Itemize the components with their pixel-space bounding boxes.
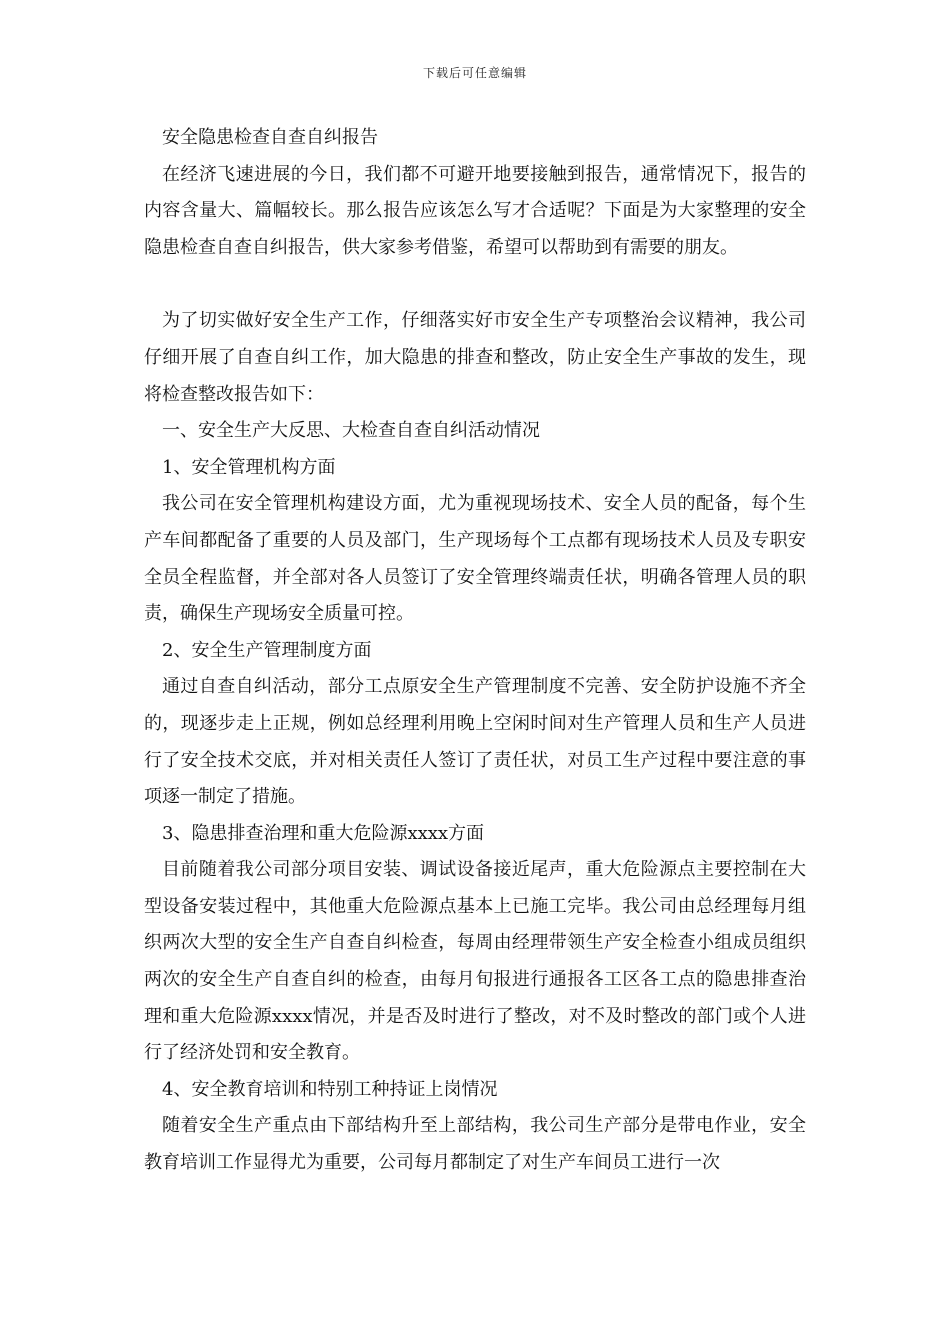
- subsection-heading-1: 1、安全管理机构方面: [162, 456, 336, 478]
- intro-paragraph: 在经济飞速进展的今日，我们都不可避开地要接触到报告，通常情况下，报告的内容含量大、篇幅较长。那么报告应该怎么写才合适呢？下面是为大家整理的安全隐患检查自查自纠报告，供大家参考借鉴，希望可以帮助到有需要的朋友。: [144, 163, 806, 258]
- blank-line: [144, 266, 806, 303]
- subsection-body-2: 通过自查自纠活动，部分工点原安全生产管理制度不完善、安全防护设施不齐全的，现逐步走上正规，例如总经理利用晚上空闲时间对生产管理人员和生产人员进行了安全技术交底，并对相关责任人签订了责任状，对员工生产过程中要注意的事项逐一制定了措施。: [144, 676, 806, 808]
- document-body: [144, 120, 806, 1182]
- document-title: 安全隐患检查自查自纠报告: [162, 127, 378, 148]
- subsection-heading-3: 3、隐患排查治理和重大危险源xxxx方面: [162, 822, 485, 844]
- subsection-body-3: 目前随着我公司部分项目安装、调试设备接近尾声，重大危险源点主要控制在大型设备安装过程中，其他重大危险源点基本上已施工完毕。我公司由总经理每月组织两次大型的安全生产自查自纠检查，每周由经理带领生产安全检查小组成员组织两次的安全生产自查自纠的检查，由每月旬报进行通报各工区各工点的隐患排查治理和重大危险源xxxx情况，并是否及时进行了整改，对不及时整改的部门或个人进行了经济处罚和安全教育。: [144, 859, 806, 1064]
- header-note: 下载后可任意编辑: [422, 66, 527, 80]
- subsection-body-1: 我公司在安全管理机构建设方面，尤为重视现场技术、安全人员的配备，每个生产车间都配备了重要的人员及部门，生产现场每个工点都有现场技术人员及专职安全员全程监督，并全部对各人员签订了安全管理终端责任状，明确各管理人员的职责，确保生产现场安全质量可控。: [144, 493, 806, 625]
- subsection-body-4: 随着安全生产重点由下部结构升至上部结构，我公司生产部分是带电作业，安全教育培训工作显得尤为重要，公司每月都制定了对生产车间员工进行一次: [144, 1115, 806, 1174]
- subsection-heading-4: 4、安全教育培训和特别工种持证上岗情况: [162, 1078, 498, 1100]
- section-heading: 一、安全生产大反思、大检查自查自纠活动情况: [162, 420, 540, 442]
- subsection-heading-2: 2、安全生产管理制度方面: [162, 639, 372, 661]
- opening-paragraph: 为了切实做好安全生产工作，仔细落实好市安全生产专项整治会议精神，我公司仔细开展了自查自纠工作，加大隐患的排查和整改，防止安全生产事故的发生，现将检查整改报告如下：: [144, 310, 806, 405]
